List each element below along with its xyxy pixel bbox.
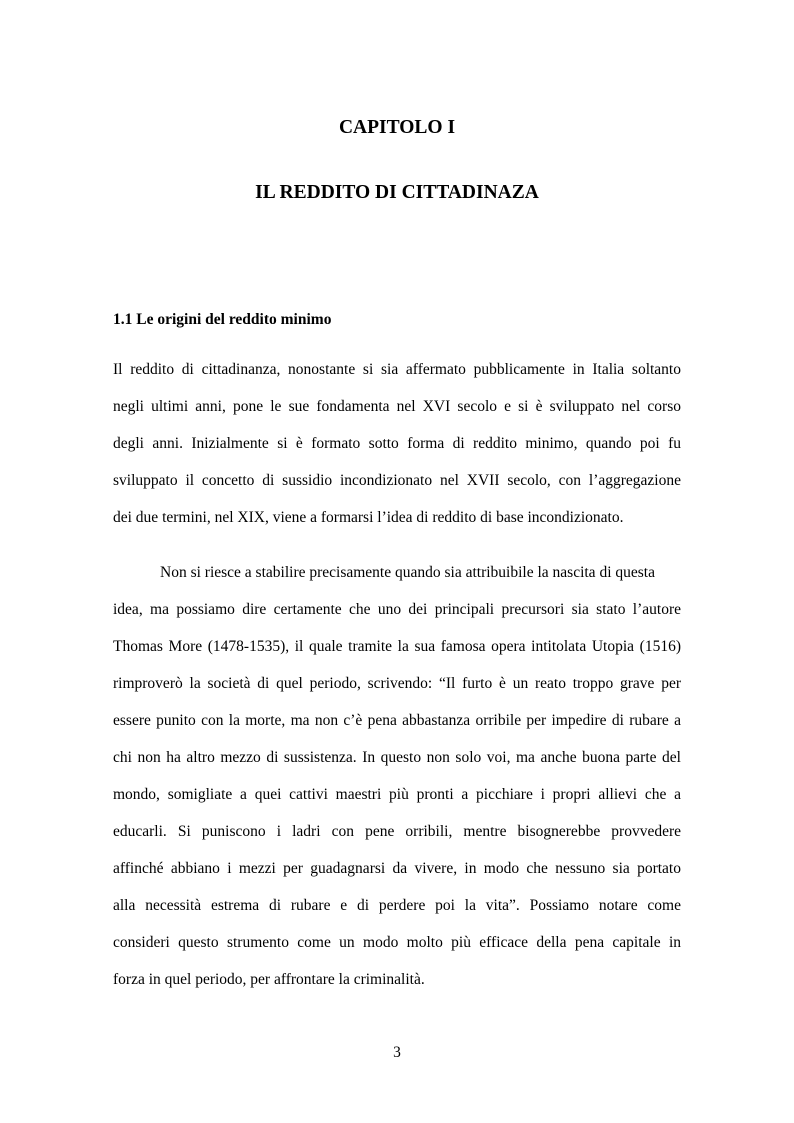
paragraph-line: forza in quel periodo, per affrontare la criminalità. xyxy=(113,971,425,988)
paragraph-line: affinché abbiano i mezzi per guadagnarsi da vivere, in modo che nessuno sia portato xyxy=(113,860,681,877)
page-number: 3 xyxy=(393,1044,401,1061)
chapter-title: IL REDDITO DI CITTADINAZA xyxy=(255,182,539,203)
paragraph-line: sviluppato il concetto di sussidio incondizionato nel XVII secolo, con l’aggregazione xyxy=(113,472,681,489)
section-heading: 1.1 Le origini del reddito minimo xyxy=(113,311,332,328)
paragraph-line: negli ultimi anni, pone le sue fondamenta nel XVI secolo e si è sviluppato nel corso xyxy=(113,398,681,415)
paragraph-line: Il reddito di cittadinanza, nonostante si sia affermato pubblicamente in Italia soltanto xyxy=(113,361,681,378)
paragraph-line: degli anni. Inizialmente si è formato sotto forma di reddito minimo, quando poi fu xyxy=(113,435,681,452)
paragraph-line: idea, ma possiamo dire certamente che uno dei principali precursori sia stato l’autore xyxy=(113,601,681,618)
paragraph-line: Non si riesce a stabilire precisamente quando sia attribuibile la nascita di questa xyxy=(160,564,655,581)
chapter-label: CAPITOLO I xyxy=(338,117,456,138)
paragraph-2 xyxy=(113,563,681,1007)
paragraph-line: consideri questo strumento come un modo molto più efficace della pena capitale in xyxy=(113,934,681,951)
paragraph-line: alla necessità estrema di rubare e di perdere poi la vita”. Possiamo notare come xyxy=(113,897,681,914)
paragraph-1 xyxy=(113,360,681,545)
paragraph-line: essere punito con la morte, ma non c’è pena abbastanza orribile per impedire di rubare a xyxy=(113,712,681,729)
paragraph-line: educarli. Si puniscono i ladri con pene orribili, mentre bisognerebbe provvedere xyxy=(113,823,681,840)
paragraph-line: mondo, somigliate a quei cattivi maestri più pronti a picchiare i propri allievi che a xyxy=(113,786,681,803)
paragraph-line: dei due termini, nel XIX, viene a formarsi l’idea di reddito di base incondizionato. xyxy=(113,509,624,526)
paragraph-line: chi non ha altro mezzo di sussistenza. In questo non solo voi, ma anche buona parte del xyxy=(113,749,681,766)
paragraph-line: rimproverò la società di quel periodo, scrivendo: “Il furto è un reato troppo grave per xyxy=(113,675,681,692)
paragraph-line: Thomas More (1478-1535), il quale tramite la sua famosa opera intitolata Utopia (1516) xyxy=(113,638,681,655)
